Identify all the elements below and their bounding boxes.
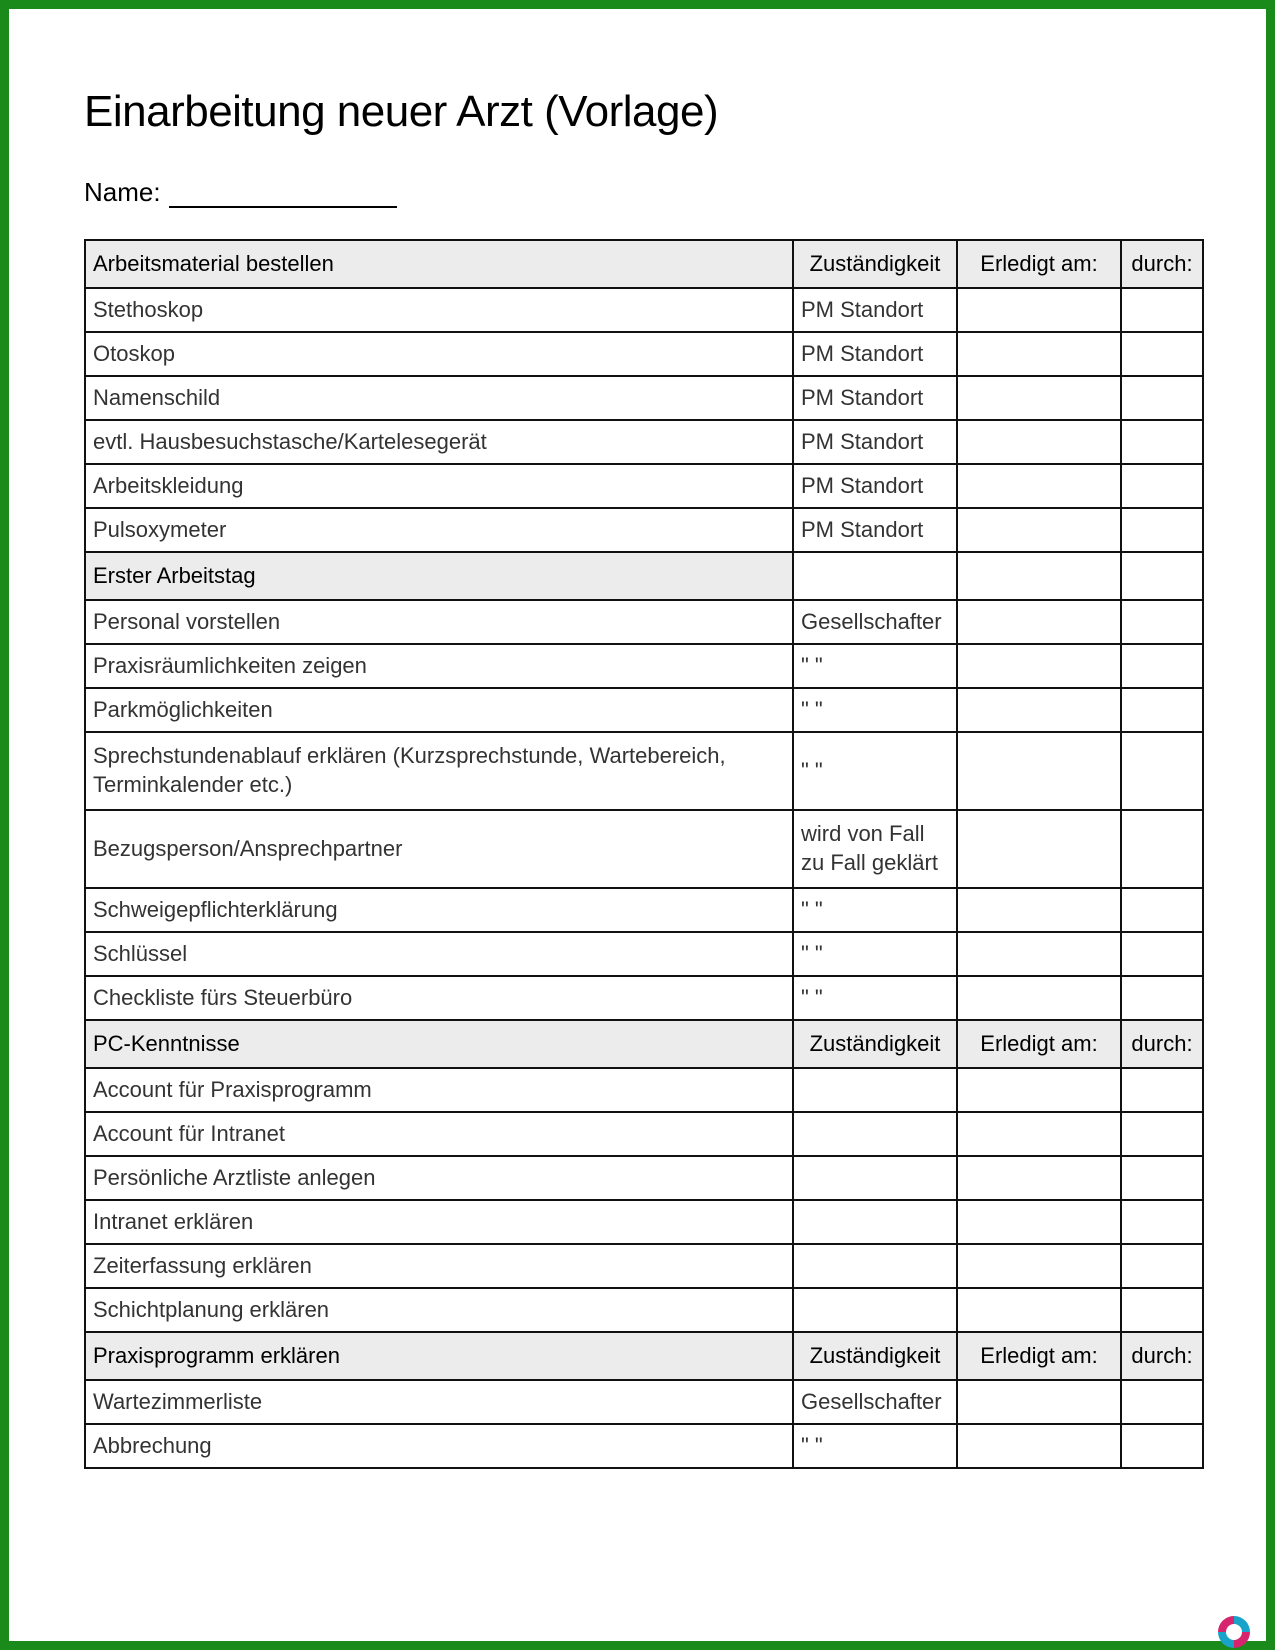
table-row — [85, 1112, 1203, 1156]
responsibility-cell[interactable]: " " — [793, 888, 957, 932]
table-row — [85, 1244, 1203, 1288]
column-header-done-on: Erledigt am: — [957, 1020, 1121, 1068]
table-row — [85, 644, 1203, 688]
done-on-cell[interactable] — [957, 1156, 1121, 1200]
section-title: PC-Kenntnisse — [85, 1020, 793, 1068]
name-field — [84, 177, 397, 208]
done-on-cell[interactable] — [957, 1112, 1121, 1156]
task-cell: Schichtplanung erklären — [85, 1288, 793, 1332]
done-by-cell[interactable] — [1121, 332, 1203, 376]
done-on-cell[interactable] — [957, 1288, 1121, 1332]
done-by-cell[interactable] — [1121, 688, 1203, 732]
name-label: Name: — [84, 177, 161, 207]
done-on-cell[interactable] — [957, 644, 1121, 688]
responsibility-cell[interactable]: " " — [793, 976, 957, 1020]
task-cell: Sprechstundenablauf erklären (Kurzsprechstunde, Wartebereich, Terminkalender etc.) — [85, 732, 793, 810]
task-cell: Parkmöglichkeiten — [85, 688, 793, 732]
responsibility-cell[interactable]: " " — [793, 932, 957, 976]
done-by-cell[interactable] — [1121, 1112, 1203, 1156]
done-on-cell[interactable] — [957, 376, 1121, 420]
done-by-cell[interactable] — [1121, 1200, 1203, 1244]
done-on-cell[interactable] — [957, 420, 1121, 464]
done-by-cell[interactable] — [1121, 464, 1203, 508]
task-cell: Personal vorstellen — [85, 600, 793, 644]
task-cell: Intranet erklären — [85, 1200, 793, 1244]
done-by-cell[interactable] — [1121, 600, 1203, 644]
done-by-cell[interactable] — [1121, 732, 1203, 810]
done-by-cell[interactable] — [1121, 376, 1203, 420]
done-on-cell[interactable] — [957, 332, 1121, 376]
done-on-cell[interactable] — [957, 600, 1121, 644]
table-row — [85, 508, 1203, 552]
empty-header-cell — [1121, 552, 1203, 600]
checklist-table — [84, 239, 1204, 1469]
responsibility-cell[interactable]: wird von Fall zu Fall geklärt — [793, 810, 957, 888]
responsibility-cell[interactable]: " " — [793, 1424, 957, 1468]
column-header-by: durch: — [1121, 1332, 1203, 1380]
task-cell: Account für Praxisprogramm — [85, 1068, 793, 1112]
table-row — [85, 1288, 1203, 1332]
done-on-cell[interactable] — [957, 932, 1121, 976]
table-row — [85, 1200, 1203, 1244]
table-row — [85, 332, 1203, 376]
responsibility-cell[interactable] — [793, 1068, 957, 1112]
task-cell: Praxisräumlichkeiten zeigen — [85, 644, 793, 688]
responsibility-cell[interactable]: PM Standort — [793, 332, 957, 376]
done-on-cell[interactable] — [957, 1200, 1121, 1244]
done-by-cell[interactable] — [1121, 810, 1203, 888]
section-title: Arbeitsmaterial bestellen — [85, 240, 793, 288]
done-on-cell[interactable] — [957, 464, 1121, 508]
done-on-cell[interactable] — [957, 1068, 1121, 1112]
table-row — [85, 888, 1203, 932]
done-by-cell[interactable] — [1121, 508, 1203, 552]
done-on-cell[interactable] — [957, 976, 1121, 1020]
responsibility-cell[interactable]: PM Standort — [793, 420, 957, 464]
task-cell: Otoskop — [85, 332, 793, 376]
table-row — [85, 932, 1203, 976]
brand-swirl-icon — [1214, 1612, 1254, 1652]
responsibility-cell[interactable] — [793, 1244, 957, 1288]
table-row — [85, 810, 1203, 888]
section-title: Erster Arbeitstag — [85, 552, 793, 600]
page-title: Einarbeitung neuer Arzt (Vorlage) — [84, 87, 719, 136]
done-by-cell[interactable] — [1121, 1156, 1203, 1200]
responsibility-cell[interactable]: PM Standort — [793, 288, 957, 332]
done-on-cell[interactable] — [957, 1424, 1121, 1468]
task-cell: Abbrechung — [85, 1424, 793, 1468]
table-row — [85, 376, 1203, 420]
column-header-responsibility: Zuständigkeit — [793, 240, 957, 288]
responsibility-cell[interactable]: " " — [793, 644, 957, 688]
column-header-done-on: Erledigt am: — [957, 240, 1121, 288]
task-cell: Namenschild — [85, 376, 793, 420]
done-by-cell[interactable] — [1121, 1244, 1203, 1288]
responsibility-cell[interactable]: " " — [793, 732, 957, 810]
column-header-responsibility: Zuständigkeit — [793, 1332, 957, 1380]
task-cell: Zeiterfassung erklären — [85, 1244, 793, 1288]
responsibility-cell[interactable]: PM Standort — [793, 464, 957, 508]
column-header-responsibility: Zuständigkeit — [793, 1020, 957, 1068]
responsibility-cell[interactable]: " " — [793, 688, 957, 732]
done-by-cell[interactable] — [1121, 420, 1203, 464]
table-row — [85, 688, 1203, 732]
table-row — [85, 420, 1203, 464]
responsibility-cell[interactable]: Gesellschafter — [793, 600, 957, 644]
task-cell: Checkliste fürs Steuerbüro — [85, 976, 793, 1020]
done-by-cell[interactable] — [1121, 1380, 1203, 1424]
done-by-cell[interactable] — [1121, 1068, 1203, 1112]
responsibility-cell[interactable] — [793, 1200, 957, 1244]
responsibility-cell[interactable] — [793, 1112, 957, 1156]
done-on-cell[interactable] — [957, 888, 1121, 932]
task-cell: Bezugsperson/Ansprechpartner — [85, 810, 793, 888]
table-row — [85, 1380, 1203, 1424]
table-row — [85, 976, 1203, 1020]
section-header-row — [85, 240, 1203, 288]
column-header-by: durch: — [1121, 240, 1203, 288]
section-header-row — [85, 552, 1203, 600]
done-by-cell[interactable] — [1121, 888, 1203, 932]
section-title: Praxisprogramm erklären — [85, 1332, 793, 1380]
done-by-cell[interactable] — [1121, 932, 1203, 976]
table-row — [85, 1424, 1203, 1468]
section-header-row — [85, 1020, 1203, 1068]
done-by-cell[interactable] — [1121, 976, 1203, 1020]
done-by-cell[interactable] — [1121, 644, 1203, 688]
table-row — [85, 288, 1203, 332]
responsibility-cell[interactable]: PM Standort — [793, 376, 957, 420]
done-on-cell[interactable] — [957, 288, 1121, 332]
task-cell: Arbeitskleidung — [85, 464, 793, 508]
done-on-cell[interactable] — [957, 1244, 1121, 1288]
section-header-row — [85, 1332, 1203, 1380]
done-by-cell[interactable] — [1121, 288, 1203, 332]
task-cell: Persönliche Arztliste anlegen — [85, 1156, 793, 1200]
task-cell: Stethoskop — [85, 288, 793, 332]
responsibility-cell[interactable] — [793, 1156, 957, 1200]
table-row — [85, 464, 1203, 508]
table-row — [85, 600, 1203, 644]
table-row — [85, 1068, 1203, 1112]
table-row — [85, 1156, 1203, 1200]
done-by-cell[interactable] — [1121, 1424, 1203, 1468]
name-blank-line[interactable] — [169, 180, 397, 208]
table-row — [85, 732, 1203, 810]
task-cell: Wartezimmerliste — [85, 1380, 793, 1424]
empty-header-cell — [957, 552, 1121, 600]
responsibility-cell[interactable] — [793, 1288, 957, 1332]
empty-header-cell — [793, 552, 957, 600]
task-cell: Schlüssel — [85, 932, 793, 976]
task-cell: evtl. Hausbesuchstasche/Kartelesegerät — [85, 420, 793, 464]
responsibility-cell[interactable]: Gesellschafter — [793, 1380, 957, 1424]
done-on-cell[interactable] — [957, 1380, 1121, 1424]
task-cell: Pulsoxymeter — [85, 508, 793, 552]
done-on-cell[interactable] — [957, 810, 1121, 888]
done-on-cell[interactable] — [957, 508, 1121, 552]
task-cell: Account für Intranet — [85, 1112, 793, 1156]
responsibility-cell[interactable]: PM Standort — [793, 508, 957, 552]
done-by-cell[interactable] — [1121, 1288, 1203, 1332]
column-header-done-on: Erledigt am: — [957, 1332, 1121, 1380]
task-cell: Schweigepflichterklärung — [85, 888, 793, 932]
done-on-cell[interactable] — [957, 688, 1121, 732]
column-header-by: durch: — [1121, 1020, 1203, 1068]
done-on-cell[interactable] — [957, 732, 1121, 810]
